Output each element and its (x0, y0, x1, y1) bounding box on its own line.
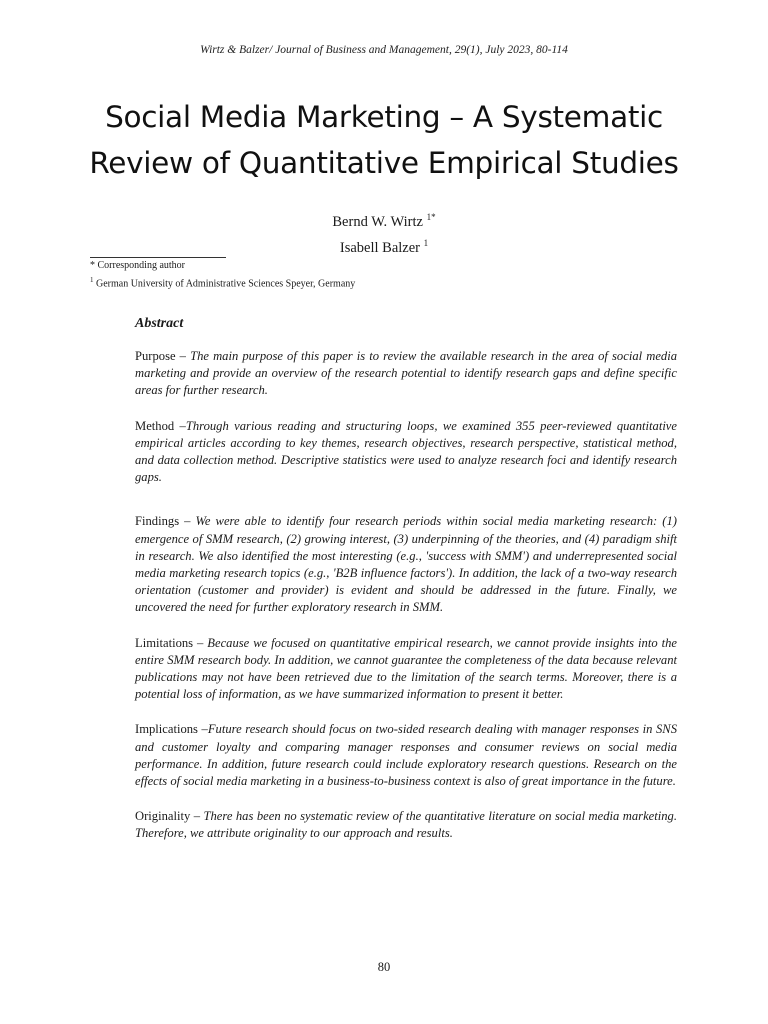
section-label: Method – (135, 418, 186, 433)
footnote-rule (90, 257, 226, 258)
section-label: Originality – (135, 809, 201, 824)
footnotes (90, 259, 590, 291)
page-number: 80 (377, 960, 391, 974)
section-label: Implications – (135, 722, 208, 737)
running-header: Wirtz & Balzer/ Journal of Business and Management, 29(1), July 2023, 80-114 (200, 44, 568, 56)
section-text: The main purpose of this paper is to review the available research in the area of social media marketing and provide an overview of the research potential to identify research gaps and define specific areas for further research. (135, 349, 677, 398)
affiliation-note (90, 273, 590, 291)
author-name: Isabell Balzer (339, 239, 420, 256)
section-label: Findings – (135, 514, 191, 529)
abstract-section-limitations (135, 635, 677, 704)
abstract-section-method (135, 418, 677, 487)
section-text: We were able to identify four research periods within social media marketing research: (1) emergence of SMM research, (2) growing interest, (3) underpinning of the theories, and (4) paradigm shift in research. We also identified the most interesting (e.g., 'success with SMM') and underrepresented social media marketing research topics (e.g., 'B2B influence factors'). In addition, the lack of a two-way research orientation (customer and provider) is evident and should be addressed in the future. Finally, we uncovered the need for further exploratory research in SMM. (135, 514, 677, 615)
abstract-section-implications (135, 721, 677, 790)
abstract-heading: Abstract (135, 316, 184, 331)
paper-title (40, 94, 728, 186)
affiliation-text: German University of Administrative Sciences Speyer, Germany (96, 278, 356, 290)
section-text: There has been no systematic review of the quantitative literature on social media marketing. Therefore, we attribute originality to our approach and results. (135, 809, 677, 841)
section-label: Purpose – (135, 349, 186, 363)
author-affiliation-mark: 1* (426, 212, 436, 222)
abstract (135, 316, 677, 843)
author-list (0, 207, 768, 259)
author-affiliation-mark: 1 (423, 237, 429, 248)
abstract-section-originality (135, 808, 677, 842)
section-text: Because we focused on quantitative empirical research, we cannot provide insights into the entire SMM research body. In addition, we cannot guarantee the completeness of the data because relevant publications may not have been retrieved due to the limitation of the search terms. Moreover, there is a potential loss of information, as we have summarized information to present it better. (135, 635, 677, 702)
section-label: Limitations – (135, 635, 204, 650)
title-line-2: Review of Quantitative Empirical Studies (89, 146, 679, 180)
author (0, 233, 768, 259)
abstract-section-purpose (135, 348, 677, 400)
corresponding-author-note: * Corresponding author (90, 260, 185, 271)
author (0, 207, 768, 233)
section-text: Future research should focus on two-sided research dealing with manager responses in SNS and customer loyalty and comparing manager responses and consumer reviews on social media performance. In addition, future research could include exploratory research questions. Research on the effects of social media marketing in a business-to-business context is also of great importance in the future. (135, 722, 678, 789)
affiliation-mark: 1 (90, 276, 94, 284)
author-name: Bernd W. Wirtz (332, 213, 423, 230)
title-line-1: Social Media Marketing – A Systematic (105, 100, 663, 134)
abstract-section-findings (135, 513, 677, 616)
section-text: Through various reading and structuring loops, we examined 355 peer-reviewed quantitative empirical articles according to key themes, research objectives, research perspective, statistical method, and data collection method. Descriptive statistics were used to analyze research foci and identify research gaps. (135, 418, 677, 485)
